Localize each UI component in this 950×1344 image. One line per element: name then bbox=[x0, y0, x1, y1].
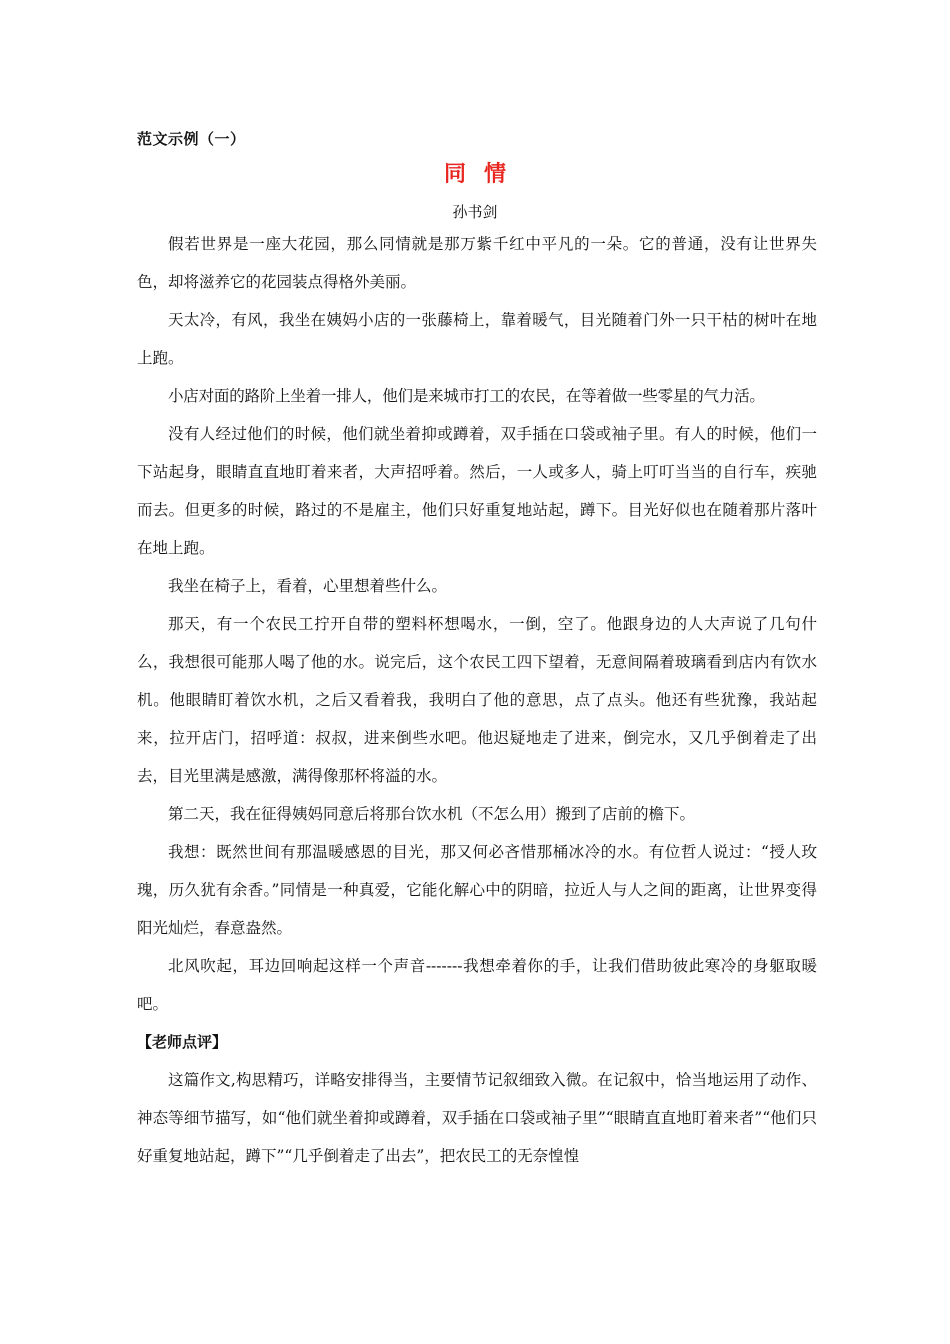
teacher-comment-label: 【老师点评】 bbox=[137, 1033, 228, 1051]
teacher-comment-paragraph: 这篇作文,构思精巧，详略安排得当，主要情节记叙细致入微。在记叙中，恰当地运用了动作、神态等细节描写，如“他们就坐着抑或蹲着，双手插在口袋或袖子里”“眼睛直直地盯着来者”“他们只好重复地站起，蹲下”“几乎倒着走了出去”，把农民工的无奈惶惶 bbox=[137, 1071, 817, 1165]
essay-paragraph: 北风吹起，耳边回响起这样一个声音-------我想牵着你的手，让我们借助彼此寒冷的身躯取暖吧。 bbox=[137, 957, 817, 1013]
essay-paragraph: 没有人经过他们的时候，他们就坐着抑或蹲着，双手插在口袋或袖子里。有人的时候，他们一下站起身，眼睛直直地盯着来者，大声招呼着。然后，一人或多人，骑上叮叮当当的自行车，疾驰而去。但更多的时候，路过的不是雇主，他们只好重复地站起，蹲下。目光好似也在随着那片落叶在地上跑。 bbox=[137, 425, 817, 557]
essay-paragraph: 那天，有一个农民工拧开自带的塑料杯想喝水，一倒，空了。他跟身边的人大声说了几句什么，我想很可能那人喝了他的水。说完后，这个农民工四下望着，无意间隔着玻璃看到店内有饮水机。他眼睛盯着饮水机，之后又看着我，我明白了他的意思，点了点头。他还有些犹豫，我站起来，拉开店门，招呼道：叔叔，进来倒些水吧。他迟疑地走了进来，倒完水，又几乎倒着走了出去，目光里满是感激，满得像那杯将溢的水。 bbox=[137, 615, 817, 785]
essay-paragraph: 第二天，我在征得姨妈同意后将那台饮水机（不怎么用）搬到了店前的檐下。 bbox=[168, 805, 696, 823]
essay-paragraph: 天太冷，有风，我坐在姨妈小店的一张藤椅上，靠着暖气，目光随着门外一只干枯的树叶在地上跑。 bbox=[137, 311, 817, 367]
essay-paragraph: 小店对面的路阶上坐着一排人，他们是来城市打工的农民，在等着做一些零星的气力活。 bbox=[168, 387, 765, 405]
essay-title: 同情 bbox=[443, 162, 524, 187]
essay-paragraph: 假若世界是一座大花园，那么同情就是那万紫千红中平凡的一朵。它的普通，没有让世界失色，却将滋养它的花园装点得格外美丽。 bbox=[137, 235, 817, 291]
section-label: 范文示例（一） bbox=[137, 130, 246, 148]
essay-paragraph: 我想：既然世间有那温暖感恩的目光，那又何必吝惜那桶冰冷的水。有位哲人说过：“授人玫瑰，历久犹有余香。”同情是一种真爱，它能化解心中的阴暗，拉近人与人之间的距离，让世界变得阳光灿烂，春意盎然。 bbox=[137, 843, 817, 937]
essay-body bbox=[137, 225, 817, 1175]
essay-author: 孙书剑 bbox=[452, 203, 498, 221]
essay-paragraph: 我坐在椅子上，看着，心里想着些什么。 bbox=[168, 577, 448, 595]
